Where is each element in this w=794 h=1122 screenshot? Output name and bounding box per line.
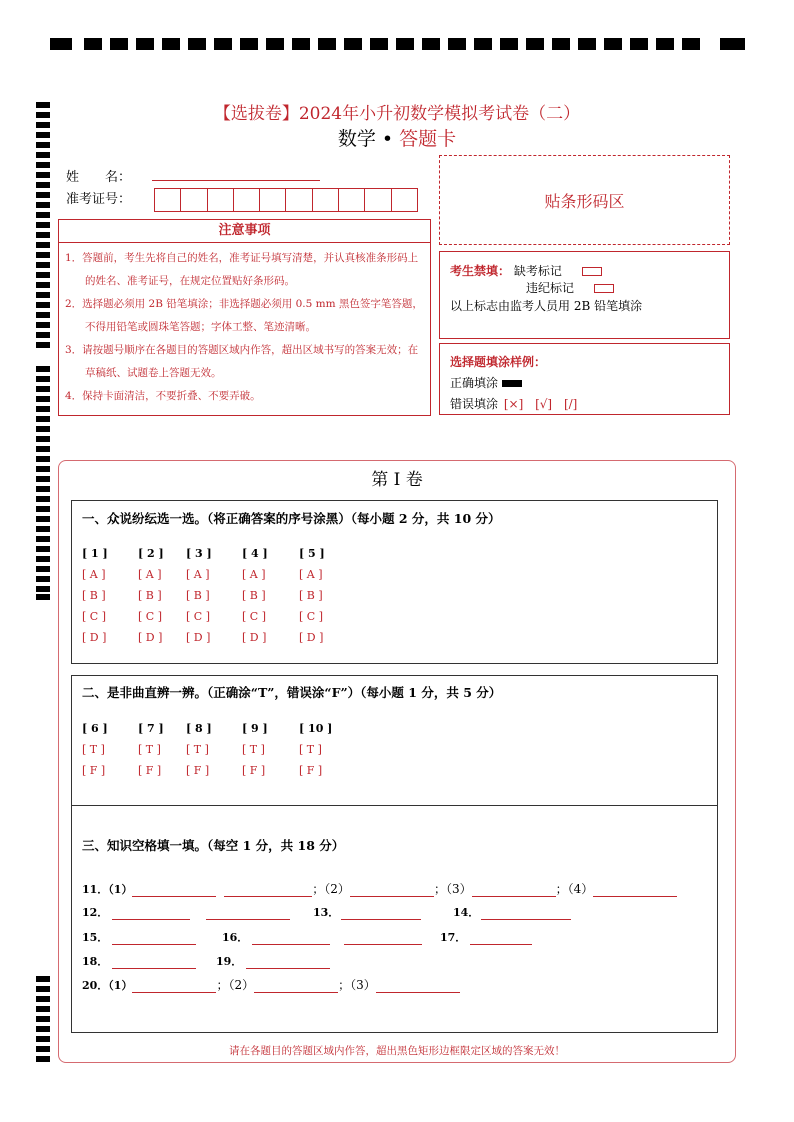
question-number: [ 1 ]	[82, 547, 108, 560]
option-bubble[interactable]: [ C ]	[242, 610, 266, 623]
answer-blank[interactable]	[132, 980, 216, 993]
absent-mark-box[interactable]	[582, 267, 602, 276]
answer-blank[interactable]	[472, 884, 556, 897]
exam-title	[0, 99, 794, 124]
fill-row-15	[82, 929, 196, 945]
answer-blank[interactable]	[344, 932, 422, 945]
option-bubble[interactable]: [ B ]	[186, 589, 210, 602]
answer-blank[interactable]	[252, 932, 330, 945]
option-bubble[interactable]: [ D ]	[242, 631, 267, 644]
option-bubble[interactable]: [ A ]	[82, 568, 106, 581]
absent-label: 缺考标记	[513, 264, 562, 278]
card-type-label: 答题卡	[399, 128, 457, 150]
notice-heading: 注意事项	[59, 220, 430, 243]
fill-row-14	[453, 904, 571, 920]
question-label: 13．	[313, 906, 340, 919]
answer-blank[interactable]	[254, 980, 338, 993]
section-one-title: 一、众说纷纭选一选。（将正确答案的序号涂黑）（每小题 2 分，共 10 分）	[82, 511, 501, 526]
fill-row-12	[82, 904, 290, 920]
answer-blank[interactable]	[470, 932, 532, 945]
question-number: [ 10 ]	[299, 722, 333, 735]
true-false-grid	[82, 722, 712, 792]
question-label: 12．	[82, 906, 109, 919]
notice-box	[58, 219, 431, 416]
question-number: [ 5 ]	[299, 547, 325, 560]
blank-sep: ；（2）	[312, 882, 350, 896]
option-bubble[interactable]: [ D ]	[82, 631, 107, 644]
option-bubble[interactable]: [ D ]	[299, 631, 324, 644]
title-bracket: 【选拔卷】	[213, 104, 299, 124]
question-number: [ 2 ]	[138, 547, 164, 560]
answer-blank[interactable]	[341, 907, 421, 920]
question-label: 17．	[440, 931, 467, 944]
option-bubble[interactable]: [ F ]	[82, 764, 106, 777]
id-label: 准考证号：	[66, 192, 132, 207]
option-bubble[interactable]: [ C ]	[138, 610, 162, 623]
answer-blank[interactable]	[376, 980, 460, 993]
option-bubble[interactable]: [ A ]	[138, 568, 162, 581]
fill-row-11	[82, 880, 677, 897]
title-main: 2024年小升初数学模拟考试卷（二）	[298, 104, 581, 124]
fill-row-13	[313, 904, 421, 920]
answer-blank[interactable]	[246, 956, 330, 969]
exam-id-boxes[interactable]	[154, 188, 418, 212]
option-bubble[interactable]: [ D ]	[138, 631, 163, 644]
option-bubble[interactable]: [ F ]	[299, 764, 323, 777]
blank-sep: ；（4）	[555, 882, 594, 896]
fill-row-19	[216, 953, 330, 969]
question-label: 16．	[222, 931, 249, 944]
sample-heading: 选择题填涂样例：	[450, 355, 547, 369]
blank-sep: ；（3）	[433, 882, 472, 896]
answer-blank[interactable]	[206, 907, 290, 920]
option-bubble[interactable]: [ T ]	[82, 743, 105, 756]
fill-row-17	[440, 929, 532, 945]
question-label: 14．	[453, 906, 480, 919]
examinee-restricted-box	[439, 251, 730, 339]
answer-blank[interactable]	[112, 932, 196, 945]
fill-row-16	[222, 929, 422, 945]
correct-fill-mark	[502, 380, 522, 387]
blank-sep: ；（3）	[338, 978, 376, 992]
timing-marks-left	[0, 0, 60, 1122]
barcode-label: 贴条形码区	[544, 191, 625, 211]
question-number: [ 3 ]	[186, 547, 212, 560]
option-bubble[interactable]: [ F ]	[138, 764, 162, 777]
violation-label: 违纪标记	[526, 281, 575, 295]
answer-blank[interactable]	[481, 907, 571, 920]
question-number: [ 8 ]	[186, 722, 212, 735]
answer-blank[interactable]	[224, 884, 312, 897]
option-bubble[interactable]: [ A ]	[242, 568, 266, 581]
notice-item: 2．选择题必须用 2B 铅笔填涂；非选择题必须用 0.5 mm 黑色签字笔答题，不得用铅笔或圆珠笔答题；字体工整、笔迹清晰。	[65, 298, 423, 333]
option-bubble[interactable]: [ D ]	[186, 631, 211, 644]
ban-label: 考生禁填：	[450, 264, 511, 278]
wrong-mark: [/]	[563, 397, 578, 411]
option-bubble[interactable]: [ A ]	[186, 568, 210, 581]
name-label: 姓 名：	[66, 170, 132, 185]
wrong-mark: [×]	[503, 397, 524, 411]
option-bubble[interactable]: [ F ]	[242, 764, 266, 777]
answer-blank[interactable]	[593, 884, 677, 897]
answer-blank[interactable]	[112, 956, 196, 969]
option-bubble[interactable]: [ T ]	[138, 743, 161, 756]
blank-sep: ；（2）	[216, 978, 255, 992]
notice-item: 4．保持卡面清洁，不要折叠、不要弄破。	[65, 390, 261, 402]
option-bubble[interactable]: [ C ]	[186, 610, 210, 623]
part-one-title: 第 I 卷	[371, 470, 423, 490]
notice-item: 1．答题前，考生先将自己的姓名，准考证号填写清楚，并认真核准条形码上的姓名、准考证号，在规定位置贴好条形码。	[65, 252, 419, 287]
option-bubble[interactable]: [ B ]	[242, 589, 266, 602]
question-label: 18．	[82, 955, 109, 968]
ban-note: 以上标志由监考人员用 2B 铅笔填涂	[450, 299, 643, 313]
option-bubble[interactable]: [ B ]	[138, 589, 162, 602]
wrong-mark: [√]	[535, 397, 553, 411]
footer-warning: 请在各题目的答题区域内作答，超出黑色矩形边框限定区域的答案无效！	[229, 1045, 565, 1057]
option-bubble[interactable]: [ C ]	[82, 610, 106, 623]
section-three-title: 三、知识空格填一填。（每空 1 分，共 18 分）	[82, 838, 345, 853]
fill-sample-box	[439, 343, 730, 415]
correct-fill-label: 正确填涂	[450, 376, 499, 390]
option-bubble[interactable]: [ C ]	[299, 610, 323, 623]
name-field[interactable]	[152, 180, 320, 181]
section-three	[71, 805, 718, 1033]
violation-mark-box[interactable]	[594, 284, 614, 293]
question-label: 19．	[216, 955, 243, 968]
option-bubble[interactable]: [ T ]	[186, 743, 209, 756]
option-bubble[interactable]: [ T ]	[242, 743, 265, 756]
barcode-area	[439, 155, 730, 245]
question-number: [ 6 ]	[82, 722, 108, 735]
subtitle-separator: •	[381, 128, 394, 150]
question-number: [ 9 ]	[242, 722, 268, 735]
answer-blank[interactable]	[112, 907, 190, 920]
option-bubble[interactable]: [ T ]	[299, 743, 322, 756]
fill-row-20	[82, 976, 460, 993]
notice-item: 3．请按题号顺序在各题目的答题区域内作答，超出区域书写的答案无效；在草稿纸、试题卷上答题无效。	[65, 344, 419, 379]
section-one	[71, 500, 718, 664]
fill-row-18	[82, 953, 196, 969]
section-two	[71, 675, 718, 806]
answer-blank[interactable]	[350, 884, 434, 897]
option-bubble[interactable]: [ F ]	[186, 764, 210, 777]
subject-label: 数学	[337, 128, 376, 150]
choice-grid	[82, 547, 712, 657]
option-bubble[interactable]: [ B ]	[82, 589, 106, 602]
card-subtitle	[0, 124, 794, 151]
option-bubble[interactable]: [ B ]	[299, 589, 323, 602]
section-two-title: 二、是非曲直辨一辨。（正确涂“T”，错误涂“F”）（每小题 1 分，共 5 分）	[82, 685, 502, 700]
question-label: 20．（1）	[82, 979, 133, 992]
timing-marks-top	[50, 38, 745, 50]
question-number: [ 7 ]	[138, 722, 164, 735]
question-label: 11．（1）	[82, 883, 133, 896]
question-label: 15．	[82, 931, 109, 944]
option-bubble[interactable]: [ A ]	[299, 568, 323, 581]
wrong-fill-label: 错误填涂	[450, 397, 499, 411]
answer-blank[interactable]	[132, 884, 216, 897]
question-number: [ 4 ]	[242, 547, 268, 560]
